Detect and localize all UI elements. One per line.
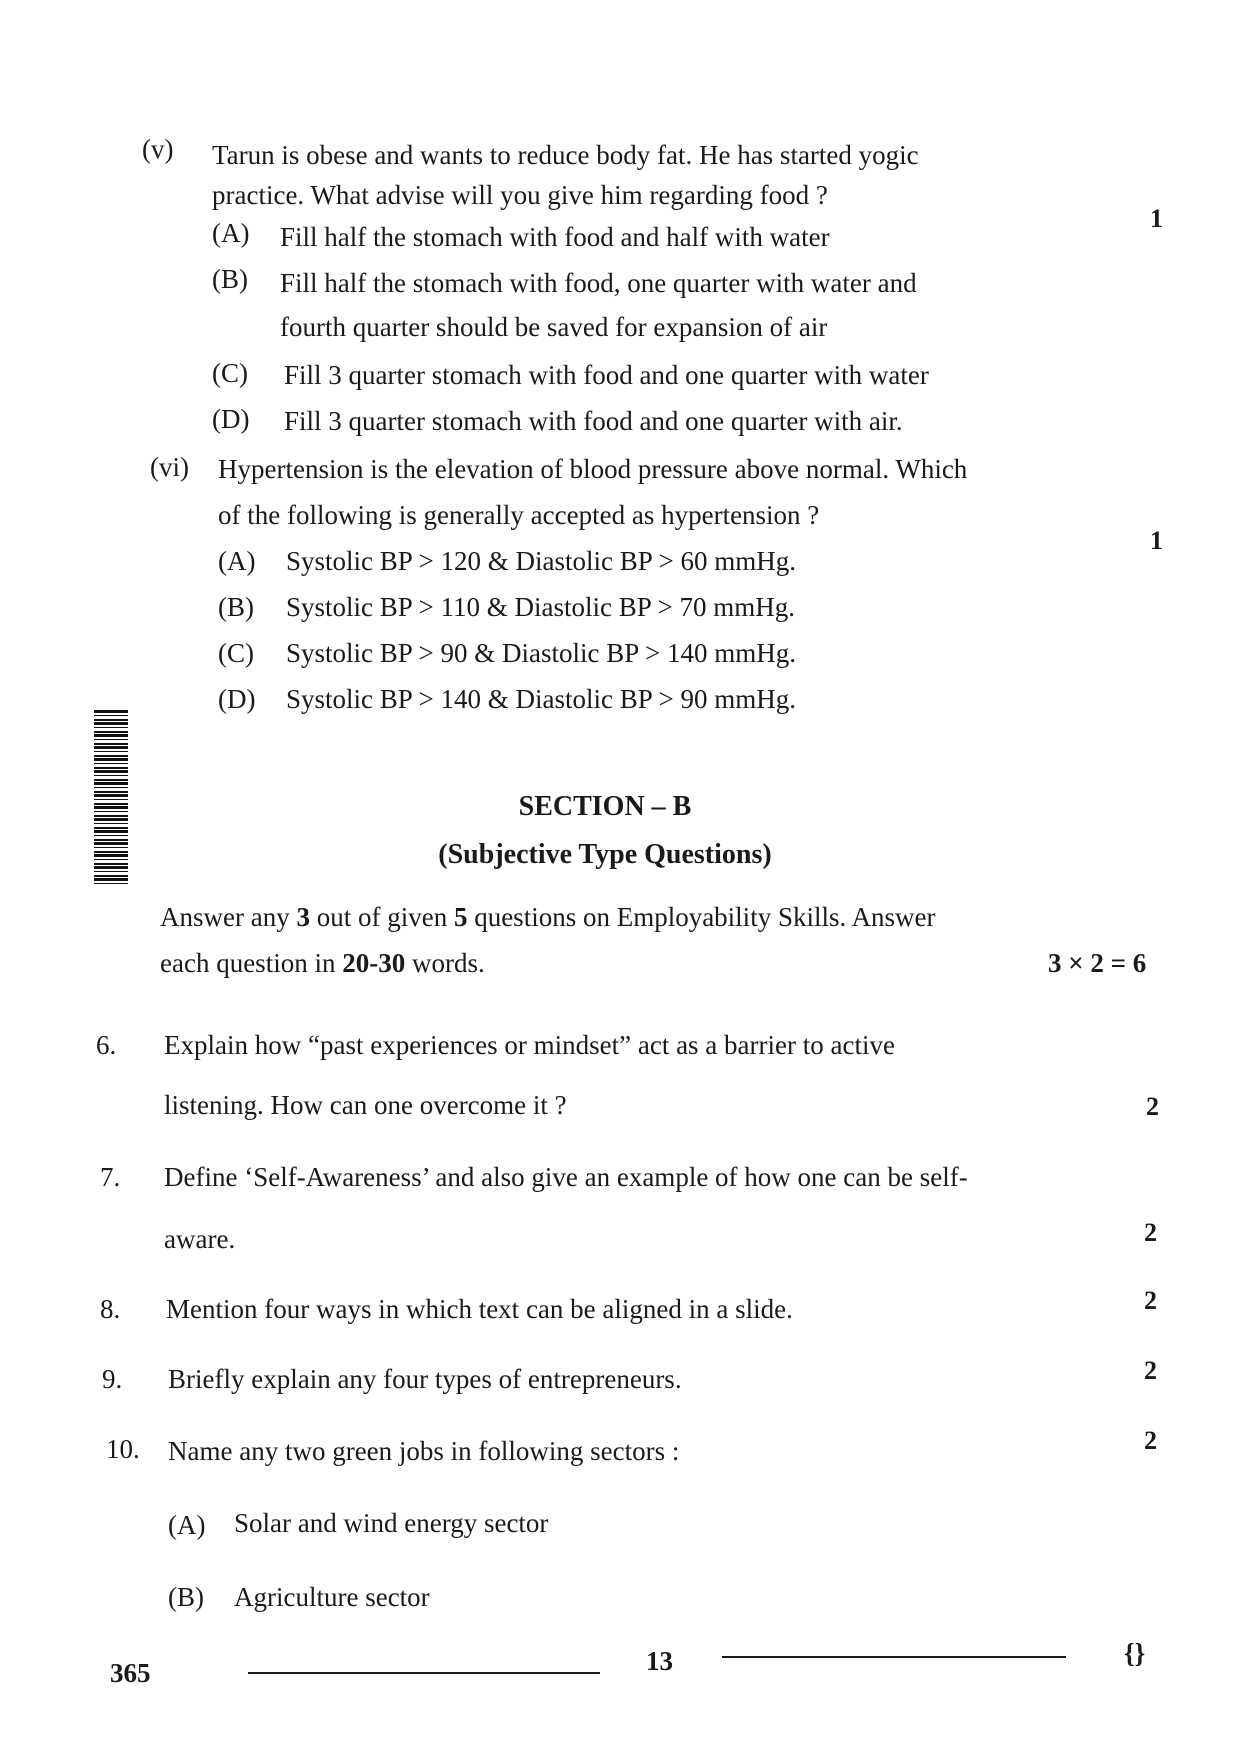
section-instructions-line1: Answer any 3 out of given 5 questions on Employability Skills. Answer [160, 902, 936, 932]
footer-rule-right [722, 1656, 1066, 1658]
q9-number: 9. [102, 1364, 123, 1394]
q7-number: 7. [100, 1162, 121, 1192]
section-marks: 3 × 2 = 6 [1048, 948, 1147, 978]
q-v-option-c-label: (C) [212, 358, 248, 388]
q10-sub-a-label: (A) [168, 1510, 206, 1540]
q10-number: 10. [106, 1434, 140, 1464]
q-vi-option-b-label: (B) [218, 592, 254, 622]
q6-line1: Explain how “past experiences or mindset” act as a barrier to active [164, 1030, 895, 1060]
q8-line1: Mention four ways in which text can be aligned in a slide. [166, 1294, 793, 1324]
q-vi-option-d-text: Systolic BP > 140 & Diastolic BP > 90 mmHg. [286, 684, 796, 714]
q6-marks: 2 [1146, 1092, 1159, 1121]
q9-line1: Briefly explain any four types of entrepreneurs. [168, 1364, 682, 1394]
q-v-option-b-text: Fill half the stomach with food, one quarter with water and [280, 268, 917, 298]
q10-sub-a-text: Solar and wind energy sector [234, 1508, 549, 1538]
q-v-option-a-text: Fill half the stomach with food and half with water [280, 222, 830, 252]
q10-sub-b-label: (B) [168, 1582, 204, 1612]
footer-page-number: 13 [646, 1646, 673, 1676]
footer-code: 365 [110, 1658, 151, 1688]
q-vi-stem-line2: of the following is generally accepted as hypertension ? [218, 500, 820, 530]
q-vi-option-a-label: (A) [218, 546, 256, 576]
q-vi-option-c-text: Systolic BP > 90 & Diastolic BP > 140 mmHg. [286, 638, 796, 668]
q7-marks: 2 [1144, 1218, 1157, 1247]
footer-brace: {} [1124, 1638, 1146, 1668]
q-v-option-a-label: (A) [212, 218, 250, 248]
q9-marks: 2 [1144, 1356, 1157, 1385]
q6-number: 6. [96, 1030, 117, 1060]
q-v-marks: 1 [1150, 204, 1163, 233]
q-vi-option-c-label: (C) [218, 638, 254, 668]
q7-line1: Define ‘Self-Awareness’ and also give an example of how one can be self- [164, 1162, 968, 1192]
section-instructions-line2: each question in 20-30 words. [160, 948, 485, 978]
q10-sub-b-text: Agriculture sector [234, 1582, 430, 1612]
q-vi-marks: 1 [1150, 526, 1163, 555]
q-v-stem-line2: practice. What advise will you give him regarding food ? [212, 180, 828, 210]
q-v-option-d-label: (D) [212, 404, 250, 434]
section-subtitle: (Subjective Type Questions) [438, 839, 772, 870]
q10-line1: Name any two green jobs in following sectors : [168, 1436, 680, 1466]
q-v-option-b-label: (B) [212, 264, 248, 294]
q7-line2: aware. [164, 1224, 236, 1254]
q-vi-number: (vi) [150, 452, 189, 482]
q-vi-stem-line1: Hypertension is the elevation of blood pressure above normal. Which [218, 454, 968, 484]
q-v-stem-line1: Tarun is obese and wants to reduce body fat. He has started yogic [212, 140, 919, 170]
q-v-number: (v) [142, 134, 174, 164]
section-title: SECTION – B [518, 791, 692, 822]
q-v-option-d-text: Fill 3 quarter stomach with food and one quarter with air. [284, 406, 903, 436]
q-v-option-c-text: Fill 3 quarter stomach with food and one quarter with water [284, 360, 929, 390]
q-vi-option-d-label: (D) [218, 684, 256, 714]
q8-marks: 2 [1144, 1286, 1157, 1315]
q8-number: 8. [100, 1294, 121, 1324]
q-vi-option-a-text: Systolic BP > 120 & Diastolic BP > 60 mmHg. [286, 546, 796, 576]
q10-marks: 2 [1144, 1426, 1157, 1455]
q-v-option-b-text2: fourth quarter should be saved for expansion of air [280, 312, 828, 342]
footer-rule-left [248, 1672, 600, 1674]
q-vi-option-b-text: Systolic BP > 110 & Diastolic BP > 70 mmHg. [286, 592, 795, 622]
q6-line2: listening. How can one overcome it ? [164, 1090, 567, 1120]
